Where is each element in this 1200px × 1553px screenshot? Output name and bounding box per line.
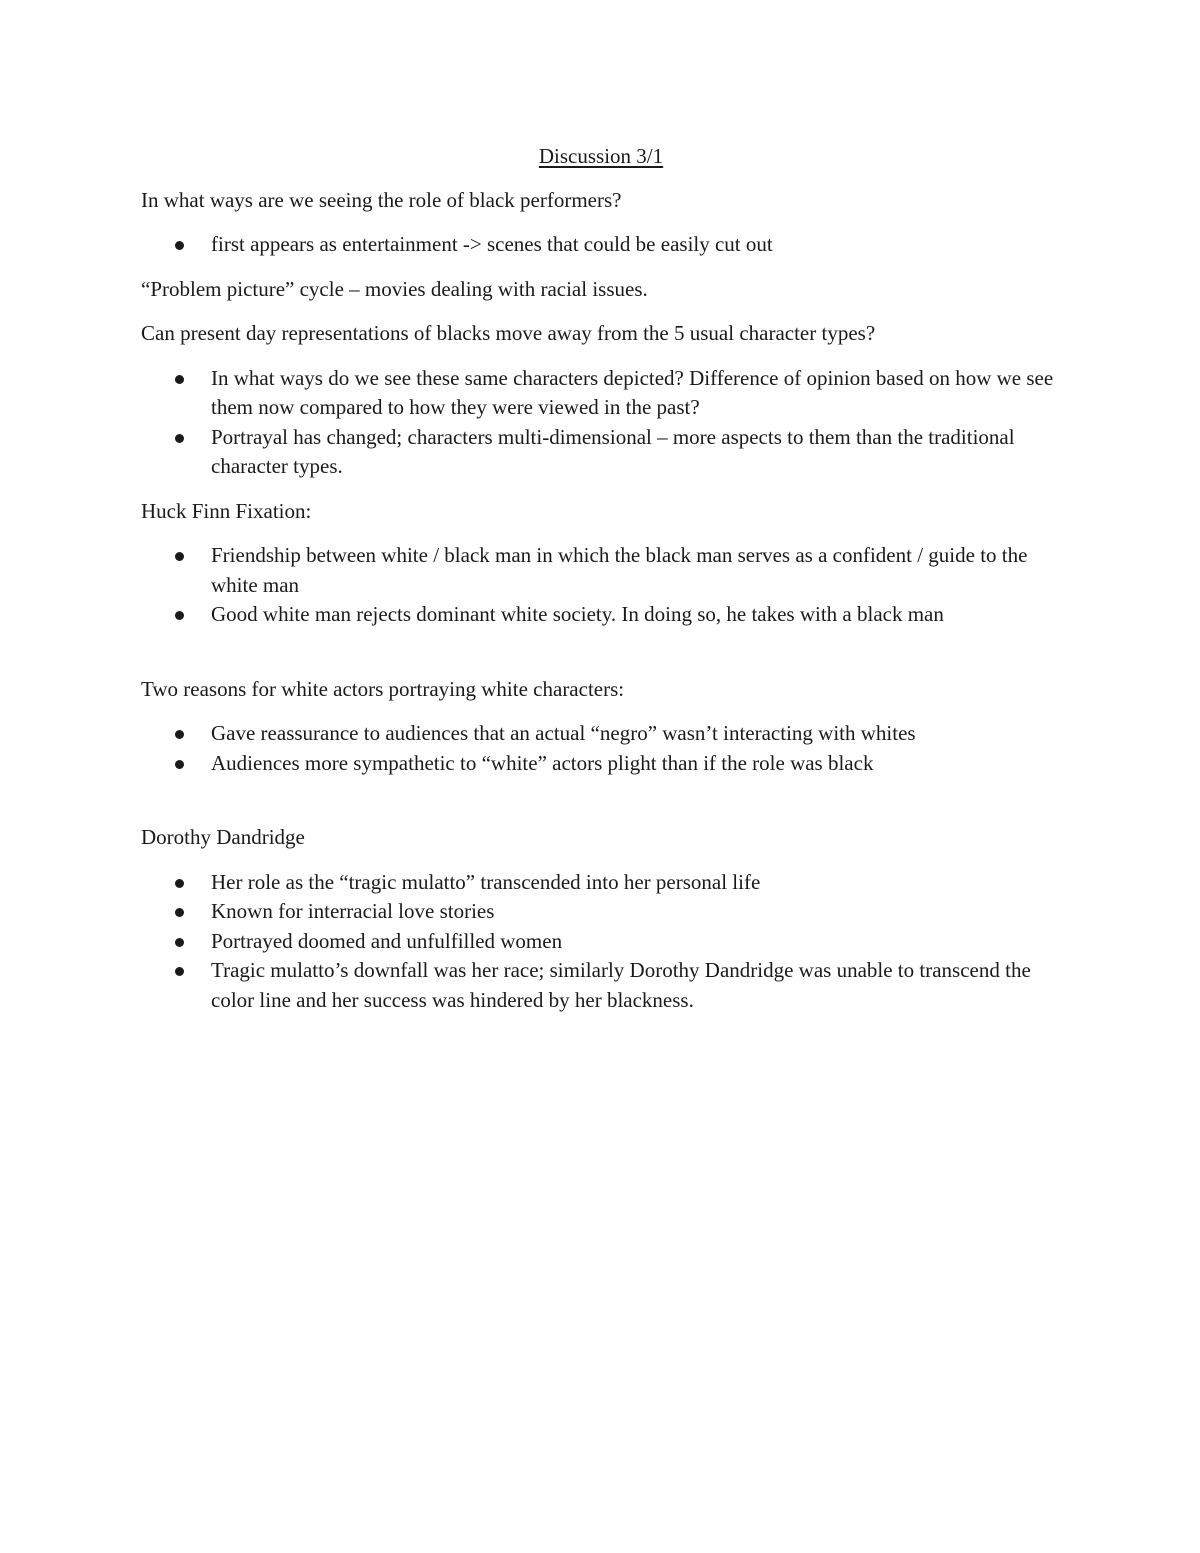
bullet-list-huck-finn [141, 541, 1061, 630]
spacer [141, 645, 1061, 675]
list-item-text: Good white man rejects dominant white society. In doing so, he takes with a black man [211, 602, 944, 626]
bullet-list-two-reasons [141, 719, 1061, 778]
list-item [211, 956, 1061, 1015]
list-item-text: Portrayed doomed and unfulfilled women [211, 928, 563, 953]
bullet-list-dorothy-dandridge [141, 868, 1061, 1016]
bullet-icon [175, 879, 184, 888]
bullet-icon [175, 730, 184, 739]
bullet-icon [175, 552, 184, 561]
bullet-icon [175, 611, 184, 620]
list-item-text: In what ways do we see these same characters depicted? Difference of opinion based on how we see them now compared to how they were viewed in the past? [211, 365, 1054, 419]
dorothy-dandridge-heading: Dorothy Dandridge [141, 825, 305, 849]
document-page [141, 136, 1061, 1030]
bullet-icon [175, 434, 184, 443]
list-item [211, 868, 1061, 898]
two-reasons-heading: Two reasons for white actors portraying white characters: [141, 676, 625, 701]
list-item [211, 719, 1061, 749]
huck-finn-heading: Huck Finn Fixation: [141, 498, 312, 523]
question-character-types: Can present day representations of blacks move away from the 5 usual character types? [141, 321, 876, 345]
list-item-text: first appears as entertainment -> scenes that could be easily cut out [211, 232, 773, 256]
document-title: Discussion 3/1 [538, 144, 664, 168]
list-item-text: Friendship between white / black man in which the black man serves as a confident / guide to the white man [211, 543, 1028, 597]
list-item [211, 600, 1061, 630]
bullet-icon [175, 241, 184, 250]
question-black-performers: In what ways are we seeing the role of black performers? [141, 187, 622, 212]
list-item-text: Known for interracial love stories [211, 899, 495, 923]
bullet-icon [175, 908, 184, 917]
list-item-text: Tragic mulatto’s downfall was her race; similarly Dorothy Dandridge was unable to transcend the color line and her success was hindered by her blackness. [211, 958, 1031, 1012]
list-item [211, 423, 1061, 482]
list-item-text: Her role as the “tragic mulatto” transcended into her personal life [211, 869, 761, 894]
spacer [141, 793, 1061, 823]
problem-picture-note: “Problem picture” cycle – movies dealing with racial issues. [141, 276, 648, 301]
list-item-text: Audiences more sympathetic to “white” actors plight than if the role was black [211, 750, 874, 775]
bullet-icon [175, 938, 184, 947]
bullet-icon [175, 760, 184, 769]
list-item-text: Portrayal has changed; characters multi-dimensional – more aspects to them than the traditional character types. [211, 424, 1015, 478]
bullet-icon [175, 375, 184, 384]
list-item [211, 541, 1061, 600]
list-item [211, 364, 1061, 423]
list-item [211, 897, 1061, 927]
bullet-icon [175, 967, 184, 976]
bullet-list-black-performers [141, 230, 1061, 260]
list-item [211, 749, 1061, 779]
list-item [211, 230, 1061, 260]
bullet-list-character-types [141, 364, 1061, 482]
list-item-text: Gave reassurance to audiences that an actual “negro” wasn’t interacting with whites [211, 721, 916, 745]
list-item [211, 927, 1061, 957]
